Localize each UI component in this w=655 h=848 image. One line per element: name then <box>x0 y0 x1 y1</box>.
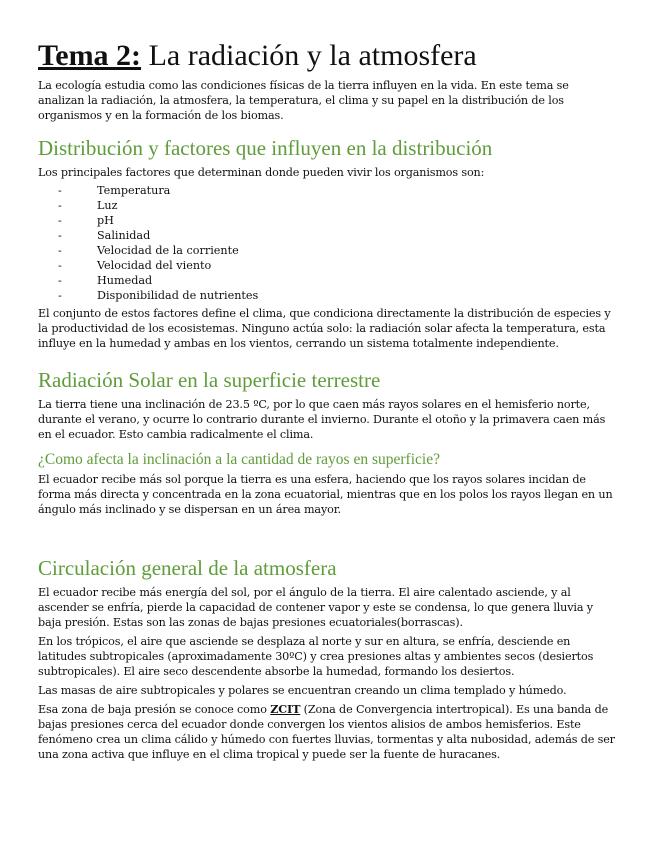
section-heading-radiacion: Radiación Solar en la superficie terrestre <box>38 368 381 392</box>
radiation-paragraph: La tierra tiene una inclinación de 23.5 ºC, por lo que caen más rayos solares en el hemisferio norte, durante el verano, y ocurre lo contrario durante el invierno. Durante el otoño y la primavera caen más en el ecuador. Esto cambia radicalmente el clima. <box>38 398 606 441</box>
list-item: - Disponibilidad de nutrientes <box>58 289 259 302</box>
list-item: - Luz <box>58 199 118 212</box>
bullet-dash: - <box>58 274 62 287</box>
list-item: - Velocidad de la corriente <box>58 244 239 257</box>
circulation-paragraph-1: El ecuador recibe más energía del sol, por el ángulo de la tierra. El aire calentado asciende, y al ascender se enfría, pierde la capacidad de contener vapor y este se condensa, lo que genera lluvia y baja presión. Estas son las zonas de bajas presiones ecuatoriales(borrascas). <box>38 586 593 629</box>
list-item: - Temperatura <box>58 184 171 197</box>
section-heading-distribucion: Distribución y factores que influyen en la distribución <box>38 136 493 160</box>
bullet-dash: - <box>58 214 62 227</box>
circulation-paragraph-2: En los trópicos, el aire que asciende se desplaza al norte y sur en altura, se enfría, desciende en latitudes subtropicales (aproximadamente 30ºC) y crea presiones altas y ambientes secos (desiertos subtropicales). El aire seco descendente absorbe la humedad, formando los desiertos. <box>38 635 594 678</box>
zcit-term: ZCIT <box>270 702 301 716</box>
bullet-dash: - <box>58 244 62 257</box>
blank-space <box>38 519 617 555</box>
factors-list <box>38 183 617 303</box>
subheading-inclinacion: ¿Como afecta la inclinación a la cantidad de rayos en superficie? <box>38 451 440 468</box>
list-item: - pH <box>58 214 114 227</box>
circulation-paragraph-3: Las masas de aire subtropicales y polares se encuentran creando un clima templado y húmedo. <box>38 684 567 697</box>
bullet-dash: - <box>58 289 62 302</box>
page-title <box>38 38 617 74</box>
list-item: - Velocidad del viento <box>58 259 212 272</box>
title-text: La radiación y la atmosfera <box>141 39 477 72</box>
title-prefix: Tema 2: <box>38 39 142 72</box>
inclination-paragraph: El ecuador recibe más sol porque la tierra es una esfera, haciendo que los rayos solares incidan de forma más directa y concentrada en la zona ecuatorial, mientras que en los polos los rayos llegan en un ángulo más inclinado y se dispersan en un área mayor. <box>38 473 613 516</box>
list-item: - Salinidad <box>58 229 151 242</box>
section-heading-circulacion: Circulación general de la atmosfera <box>38 556 337 580</box>
intro-paragraph: La ecología estudia como las condiciones físicas de la tierra influyen en la vida. En este tema se analizan la radiación, la atmosfera, la temperatura, el clima y su papel en la distribución de los organismos y en la formación de los biomas. <box>38 79 569 122</box>
bullet-dash: - <box>58 199 62 212</box>
bullet-dash: - <box>58 259 62 272</box>
bullet-dash: - <box>58 229 62 242</box>
circulation-paragraph-4: Esa zona de baja presión se conoce como ZCIT (Zona de Convergencia intertropical). Es una banda de bajas presiones cerca del ecuador donde convergen los vientos alisios de ambos hemisferios. Este fenómeno crea un clima cálido y húmedo con fuertes lluvias, tormentas y alta nubosidad, además de ser una zona activa que influye en el clima tropical y puede ser la fuente de huracanes. <box>38 702 615 761</box>
bullet-dash: - <box>58 184 62 197</box>
factors-lead: Los principales factores que determinan donde pueden vivir los organismos son: <box>38 166 485 179</box>
list-item: - Humedad <box>58 274 153 287</box>
factors-closing: El conjunto de estos factores define el clima, que condiciona directamente la distribución de especies y la productividad de los ecosistemas. Ninguno actúa solo: la radiación solar afecta la temperatura, esta influye en la humedad y ambas en los vientos, cerrando un sistema totalmente independiente. <box>38 307 611 350</box>
